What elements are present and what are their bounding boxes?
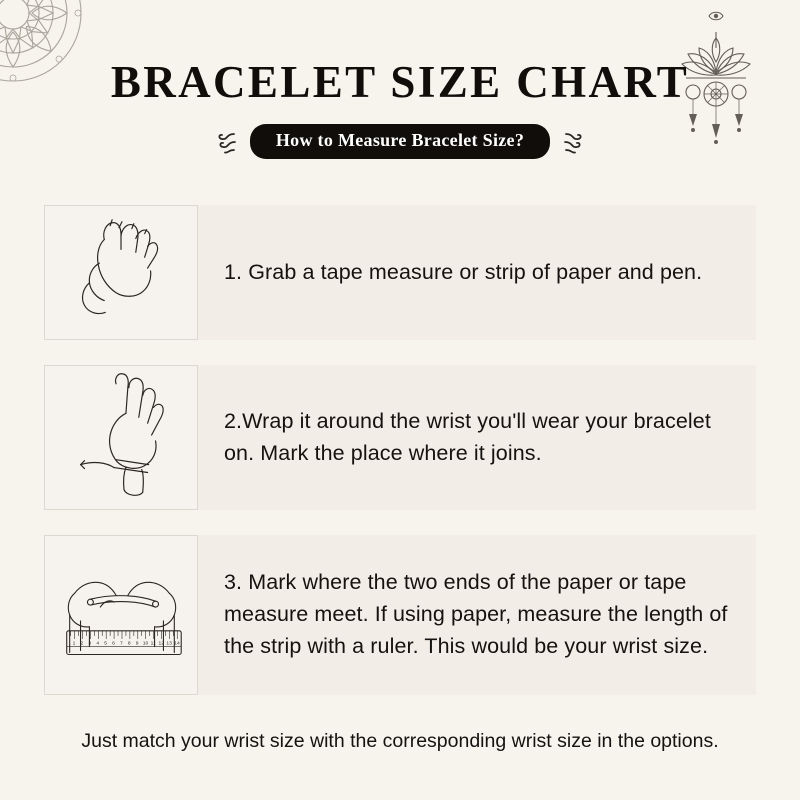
svg-text:8: 8 bbox=[127, 641, 131, 647]
swirl-right-icon bbox=[560, 129, 586, 155]
step-image-1 bbox=[44, 205, 198, 340]
svg-text:7: 7 bbox=[120, 641, 123, 647]
svg-text:10: 10 bbox=[142, 641, 149, 647]
step-text-2: 2.Wrap it around the wrist you'll wear your bracelet on. Mark the place where it joins. bbox=[224, 408, 711, 465]
svg-text:9: 9 bbox=[135, 641, 139, 647]
svg-text:3: 3 bbox=[88, 641, 92, 647]
step-text-3: 3. Mark where the two ends of the paper or tape measure meet. If using paper, measure the length of the strip with a ruler. This would be your wrist size. bbox=[224, 570, 728, 658]
list-item bbox=[44, 365, 756, 510]
step-image-2 bbox=[44, 365, 198, 510]
svg-text:14: 14 bbox=[174, 641, 180, 647]
steps-list bbox=[44, 205, 756, 720]
subtitle-row bbox=[0, 124, 800, 159]
svg-text:4: 4 bbox=[96, 641, 100, 647]
svg-text:2: 2 bbox=[80, 641, 84, 647]
svg-text:12: 12 bbox=[158, 641, 164, 647]
footer-note: Just match your wrist size with the corresponding wrist size in the options. bbox=[81, 730, 719, 752]
svg-text:5: 5 bbox=[104, 641, 107, 647]
swirl-left-icon bbox=[214, 129, 240, 155]
svg-text:6: 6 bbox=[112, 641, 115, 647]
svg-text:13: 13 bbox=[166, 641, 172, 647]
svg-text:11: 11 bbox=[150, 641, 156, 647]
list-item bbox=[44, 205, 756, 340]
step-image-3 bbox=[44, 535, 198, 695]
page-title: BRACELET SIZE CHART bbox=[110, 57, 690, 107]
subtitle-badge: How to Measure Bracelet Size? bbox=[250, 124, 550, 159]
list-item bbox=[44, 535, 756, 695]
step-text-1: 1. Grab a tape measure or strip of paper and pen. bbox=[224, 259, 703, 284]
svg-text:1: 1 bbox=[72, 641, 76, 647]
